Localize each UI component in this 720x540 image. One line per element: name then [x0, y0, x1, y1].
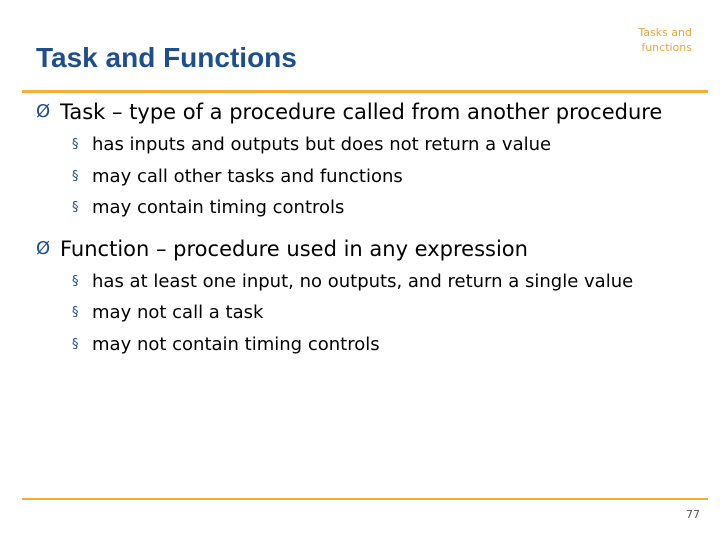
bullet-function [36, 234, 716, 264]
sub-bullet-text: has inputs and outputs but does not return a value [92, 134, 552, 155]
bullet-task [36, 97, 716, 127]
function-subitems [36, 266, 716, 361]
square-bullet-icon: § [72, 336, 79, 352]
corner-label-line1: Tasks and [638, 26, 692, 39]
sub-bullet [36, 329, 716, 361]
arrow-bullet-icon: Ø [36, 101, 51, 122]
square-bullet-icon: § [72, 137, 79, 152]
square-bullet-icon: § [72, 305, 79, 320]
bullet-text: Function – procedure used in any expression [60, 236, 528, 261]
footer-divider [22, 498, 708, 500]
square-bullet-icon: § [72, 168, 79, 184]
corner-label [572, 25, 692, 55]
sub-bullet-text: may call other tasks and functions [92, 165, 403, 187]
arrow-bullet-icon: Ø [36, 237, 51, 259]
page-number: 77 [686, 508, 700, 521]
sub-bullet-text: may not call a task [92, 302, 264, 323]
sub-bullet-text: may not contain timing controls [92, 333, 380, 355]
square-bullet-icon: § [72, 200, 79, 215]
sub-bullet [36, 266, 716, 298]
sub-bullet [36, 192, 716, 224]
slide-title: Task and Functions [36, 42, 297, 73]
slide-content [36, 97, 716, 370]
bullet-text: Task – type of a procedure called from another procedure [60, 100, 663, 124]
title-divider [22, 90, 708, 93]
sub-bullet-text: may contain timing controls [92, 197, 345, 218]
sub-bullet-text: has at least one input, no outputs, and return a single value [92, 270, 634, 292]
sub-bullet [36, 297, 716, 329]
task-subitems [36, 129, 716, 224]
sub-bullet [36, 129, 716, 161]
corner-label-line2: functions [641, 41, 692, 54]
sub-bullet [36, 161, 716, 193]
square-bullet-icon: § [72, 273, 79, 289]
